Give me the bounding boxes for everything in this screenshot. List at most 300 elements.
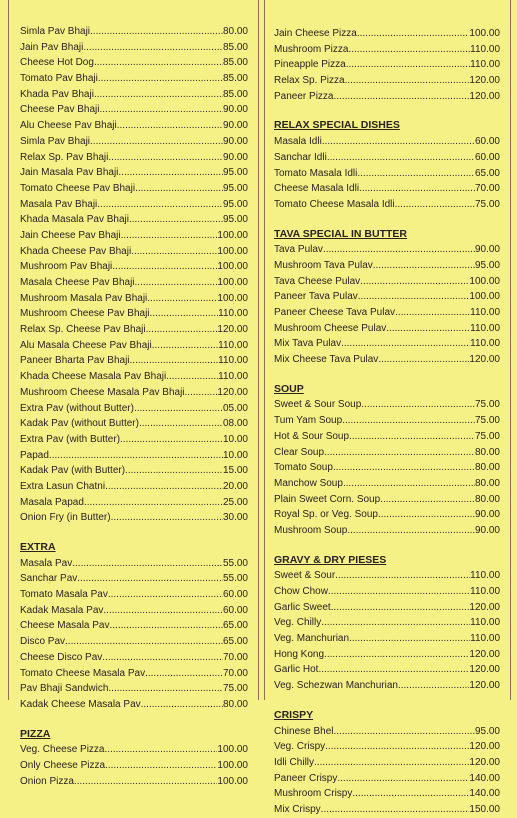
item-name: Khada Masala Pav Bhaji xyxy=(20,214,129,226)
item-name: Plain Sweet Corn. Soup xyxy=(274,493,381,505)
item-name: Jain Cheese Pizza xyxy=(274,28,357,39)
menu-item-row xyxy=(20,102,248,118)
center-divider-outer xyxy=(258,0,259,700)
item-name: Tava Pulav xyxy=(274,244,323,256)
dot-leader xyxy=(121,228,218,244)
menu-column-right xyxy=(274,26,500,818)
item-price: 10.00 xyxy=(222,433,248,445)
menu-item-row xyxy=(20,322,248,338)
menu-item-row xyxy=(20,463,248,479)
dot-leader xyxy=(373,258,475,274)
menu-item-row xyxy=(274,802,500,818)
menu-item-row xyxy=(274,42,500,58)
item-name: Manchow Soup xyxy=(274,477,343,489)
item-price: 120.00 xyxy=(469,756,500,768)
dot-leader xyxy=(135,275,218,291)
dot-leader xyxy=(349,631,470,647)
menu-item-row xyxy=(274,166,500,182)
item-name: Simla Pav Bhaji xyxy=(20,26,91,37)
item-price: 95.00 xyxy=(222,214,248,226)
menu-item-row xyxy=(20,369,248,385)
menu-section xyxy=(20,24,248,526)
menu-item-row xyxy=(20,165,248,181)
dot-leader xyxy=(131,244,217,260)
dot-leader xyxy=(318,662,469,678)
menu-item-row xyxy=(274,445,500,461)
item-price: 95.00 xyxy=(222,167,248,179)
dot-leader xyxy=(322,134,475,150)
menu-item-row xyxy=(20,244,248,260)
dot-leader xyxy=(337,771,469,787)
menu-item-row xyxy=(274,352,500,368)
item-name: Alu Cheese Pav Bhaji xyxy=(20,120,117,132)
item-name: Paneer Pizza xyxy=(274,90,334,102)
center-divider-inner xyxy=(264,0,265,700)
item-name: Sweet & Sour Soup xyxy=(274,399,362,411)
item-name: Chow Chow xyxy=(274,586,328,597)
dot-leader xyxy=(118,165,223,181)
dot-leader xyxy=(341,336,470,352)
menu-item-row xyxy=(274,615,500,631)
item-name: Jain Pav Bhaji xyxy=(20,41,84,53)
section-heading: SOUP xyxy=(274,382,304,395)
dot-leader xyxy=(342,413,475,429)
item-price: 65.00 xyxy=(474,167,500,179)
menu-item-row xyxy=(20,275,248,291)
item-name: Disco Pav xyxy=(20,636,66,648)
item-price: 08.00 xyxy=(222,418,248,430)
item-name: Cheese Masala Pav xyxy=(20,620,110,632)
item-price: 05.00 xyxy=(222,402,248,414)
item-name: Idli Chilly xyxy=(274,756,315,768)
menu-item-row xyxy=(274,73,500,89)
menu-item-row xyxy=(274,305,500,321)
dot-leader xyxy=(102,650,223,666)
dot-leader xyxy=(325,739,469,755)
item-name: Masala Pav xyxy=(20,557,73,569)
dot-leader xyxy=(65,634,223,650)
menu-item-row xyxy=(20,338,248,354)
item-price: 120.00 xyxy=(469,648,500,660)
item-name: Hot & Sour Soup xyxy=(274,430,350,442)
menu-item-row xyxy=(274,476,500,492)
dot-leader xyxy=(150,306,219,322)
dot-leader xyxy=(357,166,475,182)
menu-item-row xyxy=(274,150,500,166)
dot-leader xyxy=(395,197,475,213)
dot-leader xyxy=(321,615,470,631)
dot-leader xyxy=(347,523,475,539)
item-price: 110.00 xyxy=(470,59,500,71)
dot-leader xyxy=(108,587,223,603)
item-name: Kadak Pav (with Butter) xyxy=(20,465,126,477)
dot-leader xyxy=(94,87,223,103)
item-price: 110.00 xyxy=(470,617,500,629)
menu-item-row xyxy=(20,134,248,150)
item-price: 10.00 xyxy=(222,449,248,461)
item-price: 100.00 xyxy=(217,261,248,273)
item-price: 20.00 xyxy=(222,480,248,492)
dot-leader xyxy=(112,259,217,275)
dot-leader xyxy=(108,150,223,166)
dot-leader xyxy=(98,71,223,87)
dot-leader xyxy=(386,321,470,337)
item-price: 110.00 xyxy=(218,339,248,351)
item-price: 90.00 xyxy=(474,509,500,521)
dot-leader xyxy=(345,73,470,89)
item-name: Mix Tava Pulav xyxy=(274,338,342,350)
dot-leader xyxy=(108,681,223,697)
item-price: 120.00 xyxy=(469,664,500,676)
menu-item-row xyxy=(274,755,500,771)
dot-leader xyxy=(84,495,223,511)
dot-leader xyxy=(327,150,475,166)
menu-item-row xyxy=(20,432,248,448)
menu-item-row xyxy=(20,71,248,87)
dot-leader xyxy=(361,397,475,413)
item-price: 90.00 xyxy=(222,135,248,147)
item-price: 120.00 xyxy=(469,741,500,753)
item-name: Tomato Cheese Pav Bhaji xyxy=(20,182,136,194)
menu-item-row xyxy=(20,697,248,713)
item-name: Simla Pav Bhaji xyxy=(20,135,91,147)
dot-leader xyxy=(120,432,223,448)
item-price: 85.00 xyxy=(222,73,248,85)
item-price: 110.00 xyxy=(218,355,248,367)
item-price: 30.00 xyxy=(222,512,248,524)
item-price: 80.00 xyxy=(222,698,248,710)
item-price: 150.00 xyxy=(469,803,500,815)
item-name: Veg. Manchurian xyxy=(274,633,350,645)
item-price: 140.00 xyxy=(469,788,500,800)
item-name: Tomato Masala Pav xyxy=(20,589,108,601)
menu-item-row xyxy=(20,353,248,369)
item-price: 120.00 xyxy=(469,601,500,613)
item-name: Veg. Cheese Pizza xyxy=(20,744,105,756)
menu-item-row xyxy=(274,662,500,678)
item-price: 100.00 xyxy=(217,229,248,241)
dot-leader xyxy=(94,55,223,71)
item-name: Mushroom Cheese Pulav xyxy=(274,322,387,334)
menu-item-row xyxy=(20,587,248,603)
menu-item-row xyxy=(274,678,500,694)
item-price: 100.00 xyxy=(469,275,500,287)
dot-leader xyxy=(324,445,475,461)
item-name: Cheese Pav Bhaji xyxy=(20,104,100,116)
dot-leader xyxy=(100,102,223,118)
menu-item-row xyxy=(20,479,248,495)
menu-column-left xyxy=(20,24,248,789)
item-price: 90.00 xyxy=(474,524,500,536)
item-price: 55.00 xyxy=(222,573,248,585)
dot-leader xyxy=(146,322,218,338)
menu-item-row xyxy=(274,321,500,337)
item-price: 60.00 xyxy=(222,589,248,601)
dot-leader xyxy=(398,678,469,694)
item-name: Masala Idli xyxy=(274,136,322,148)
item-name: Paneer Cheese Tava Pulav xyxy=(274,307,396,318)
item-price: 100.00 xyxy=(217,759,248,771)
item-name: Jain Cheese Pav Bhaji xyxy=(20,229,121,241)
menu-item-row xyxy=(20,416,248,432)
item-name: Extra Lasun Chatni xyxy=(20,480,106,492)
item-price: 120.00 xyxy=(217,386,248,398)
item-name: Tomato Pav Bhaji xyxy=(20,73,98,85)
item-name: Pav Bhaji Sandwich xyxy=(20,683,109,695)
dot-leader xyxy=(134,401,223,417)
dot-leader xyxy=(97,197,223,213)
menu-item-row xyxy=(274,57,500,73)
item-name: Khada Cheese Pav Bhaji xyxy=(20,245,132,257)
item-name: Pineapple Pizza xyxy=(274,59,346,71)
menu-item-row xyxy=(274,631,500,647)
dot-leader xyxy=(83,40,223,56)
item-price: 75.00 xyxy=(474,399,500,411)
item-price: 110.00 xyxy=(470,586,500,597)
dot-leader xyxy=(359,181,475,197)
item-name: Mushroom Pizza xyxy=(274,43,349,55)
item-price: 100.00 xyxy=(469,291,500,303)
item-name: Khada Pav Bhaji xyxy=(20,88,94,100)
menu-item-row xyxy=(274,523,500,539)
dot-leader xyxy=(74,774,217,790)
item-name: Mushroom Soup xyxy=(274,524,348,536)
item-name: Mushroom Crispy xyxy=(274,788,353,800)
item-name: Mix Crispy xyxy=(274,803,321,815)
item-price: 95.00 xyxy=(222,198,248,210)
item-name: Royal Sp. or Veg. Soup xyxy=(274,509,378,521)
menu-item-row xyxy=(20,259,248,275)
item-name: Papad xyxy=(20,449,49,461)
menu-item-row xyxy=(274,397,500,413)
section-heading: EXTRA xyxy=(20,541,56,553)
section-heading: PIZZA xyxy=(20,727,51,740)
dot-leader xyxy=(166,369,218,385)
item-name: Cheese Hot Dog xyxy=(20,57,94,69)
item-price: 75.00 xyxy=(474,198,500,210)
menu-item-row xyxy=(20,495,248,511)
dot-leader xyxy=(72,556,223,572)
item-name: Mix Cheese Tava Pulav xyxy=(274,354,379,366)
item-name: Masala Papad xyxy=(20,496,84,508)
item-name: Tomato Soup xyxy=(274,462,333,474)
item-price: 110.00 xyxy=(470,633,500,645)
dot-leader xyxy=(129,212,223,228)
item-name: Mushroom Cheese Masala Pav Bhaji xyxy=(20,386,185,398)
menu-item-row xyxy=(20,212,248,228)
menu-item-row xyxy=(274,647,500,663)
dot-leader xyxy=(324,647,469,663)
item-price: 120.00 xyxy=(469,354,500,366)
item-name: Veg. Schezwan Manchurian xyxy=(274,680,398,692)
item-name: Hong Kong xyxy=(274,648,325,660)
item-name: Garlic Hot xyxy=(274,664,319,676)
item-price: 80.00 xyxy=(474,462,500,474)
item-price: 110.00 xyxy=(218,371,248,383)
dot-leader xyxy=(314,755,469,771)
menu-item-row xyxy=(20,24,248,40)
menu-item-row xyxy=(20,758,248,774)
item-price: 85.00 xyxy=(222,88,248,100)
dot-leader xyxy=(139,416,223,432)
item-name: Relax Sp. Pizza xyxy=(274,75,345,87)
dot-leader xyxy=(110,618,223,634)
item-name: Tomato Cheese Masala Pav xyxy=(20,667,146,679)
item-price: 95.00 xyxy=(474,259,500,271)
item-price: 120.00 xyxy=(469,90,500,102)
menu-item-row xyxy=(20,228,248,244)
item-price: 100.00 xyxy=(469,28,500,39)
menu-item-row xyxy=(274,89,500,105)
item-name: Paneer Crispy xyxy=(274,772,338,784)
item-name: Kadak Masala Pav xyxy=(20,604,104,616)
item-name: Mushroom Pav Bhaji xyxy=(20,261,113,273)
dot-leader xyxy=(147,291,217,307)
dot-leader xyxy=(378,507,475,523)
menu-item-row xyxy=(274,134,500,150)
menu-item-row xyxy=(274,786,500,802)
item-name: Onion Pizza xyxy=(20,775,74,787)
item-price: 110.00 xyxy=(470,322,500,334)
dot-leader xyxy=(130,353,219,369)
dot-leader xyxy=(105,742,218,758)
menu-item-row xyxy=(274,274,500,290)
menu-item-row xyxy=(274,429,500,445)
item-name: Sweet & Sour xyxy=(274,570,336,582)
item-price: 110.00 xyxy=(470,338,500,350)
menu-item-row xyxy=(20,556,248,572)
menu-item-row xyxy=(20,87,248,103)
menu-item-row xyxy=(20,448,248,464)
item-name: Masala Pav Bhaji xyxy=(20,198,98,210)
item-name: Only Cheese Pizza xyxy=(20,759,106,771)
menu-item-row xyxy=(274,242,500,258)
dot-leader xyxy=(145,666,223,682)
item-price: 110.00 xyxy=(470,570,500,582)
menu-item-row xyxy=(20,742,248,758)
item-price: 110.00 xyxy=(470,43,500,55)
item-name: Veg. Crispy xyxy=(274,741,326,753)
menu-item-row xyxy=(274,584,500,600)
dot-leader xyxy=(357,26,470,42)
dot-leader xyxy=(321,802,470,818)
right-border-line xyxy=(510,0,511,700)
dot-leader xyxy=(333,724,474,740)
item-price: 15.00 xyxy=(222,465,248,477)
dot-leader xyxy=(346,57,470,73)
menu-item-row xyxy=(20,666,248,682)
item-price: 80.00 xyxy=(474,493,500,505)
item-name: Jain Masala Pav Bhaji xyxy=(20,167,119,179)
dot-leader xyxy=(90,134,223,150)
item-name: Khada Cheese Masala Pav Bhaji xyxy=(20,371,167,383)
dot-leader xyxy=(105,758,217,774)
item-price: 120.00 xyxy=(469,75,500,87)
item-price: 110.00 xyxy=(470,307,500,318)
dot-leader xyxy=(125,463,223,479)
dot-leader xyxy=(335,568,470,584)
item-price: 85.00 xyxy=(222,57,248,69)
dot-leader xyxy=(111,510,223,526)
menu-item-row xyxy=(20,40,248,56)
item-name: Cheese Masala Idli xyxy=(274,183,360,195)
dot-leader xyxy=(103,603,223,619)
item-price: 95.00 xyxy=(474,725,500,737)
item-name: Tava Cheese Pulav xyxy=(274,275,361,287)
menu-item-row xyxy=(20,650,248,666)
menu-item-row xyxy=(274,460,500,476)
dot-leader xyxy=(117,118,223,134)
menu-item-row xyxy=(20,291,248,307)
item-price: 90.00 xyxy=(474,244,500,256)
item-price: 60.00 xyxy=(222,604,248,616)
menu-item-row xyxy=(20,306,248,322)
item-price: 80.00 xyxy=(222,26,248,37)
dot-leader xyxy=(358,289,470,305)
menu-item-row xyxy=(20,603,248,619)
item-name: Veg. Chilly xyxy=(274,617,322,629)
menu-item-row xyxy=(20,181,248,197)
menu-item-row xyxy=(20,197,248,213)
menu-section xyxy=(274,227,500,368)
item-price: 90.00 xyxy=(222,104,248,116)
menu-item-row xyxy=(274,289,500,305)
item-price: 95.00 xyxy=(222,182,248,194)
item-name: Extra Pav (without Butter) xyxy=(20,402,134,414)
menu-item-row xyxy=(20,634,248,650)
item-name: Paneer Tava Pulav xyxy=(274,291,358,303)
item-name: Tomato Masala Idli xyxy=(274,167,358,179)
item-name: Onion Fry (in Butter) xyxy=(20,512,111,524)
item-price: 140.00 xyxy=(469,772,500,784)
menu-item-row xyxy=(274,724,500,740)
item-name: Mushroom Masala Pav Bhaji xyxy=(20,292,148,304)
menu-section xyxy=(274,118,500,212)
dot-leader xyxy=(333,460,475,476)
menu-section xyxy=(20,540,248,713)
item-name: Kadak Cheese Masala Pav xyxy=(20,698,141,710)
item-name: Mushroom Tava Pulav xyxy=(274,259,373,271)
item-price: 80.00 xyxy=(474,477,500,489)
dot-leader xyxy=(152,338,218,354)
dot-leader xyxy=(352,786,469,802)
item-price: 65.00 xyxy=(222,620,248,632)
menu-item-row xyxy=(274,507,500,523)
dot-leader xyxy=(328,584,470,600)
item-price: 85.00 xyxy=(222,41,248,53)
item-name: Garlic Sweet xyxy=(274,601,331,613)
item-price: 75.00 xyxy=(222,683,248,695)
dot-leader xyxy=(105,479,223,495)
left-border-line xyxy=(8,0,9,700)
dot-leader xyxy=(49,448,223,464)
menu-section xyxy=(274,26,500,104)
menu-item-row xyxy=(20,571,248,587)
item-price: 55.00 xyxy=(222,557,248,569)
item-price: 60.00 xyxy=(474,151,500,163)
item-name: Tomato Cheese Masala Idli xyxy=(274,198,395,210)
dot-leader xyxy=(378,352,469,368)
item-price: 90.00 xyxy=(222,120,248,132)
item-price: 25.00 xyxy=(222,496,248,508)
item-name: Kadak Pav (without Butter) xyxy=(20,418,139,430)
item-name: Masala Cheese Pav Bhaji xyxy=(20,277,135,288)
dot-leader xyxy=(360,274,469,290)
dot-leader xyxy=(333,89,469,105)
section-heading: GRAVY & DRY PIESES xyxy=(274,553,387,566)
menu-item-row xyxy=(274,739,500,755)
dot-leader xyxy=(141,697,223,713)
